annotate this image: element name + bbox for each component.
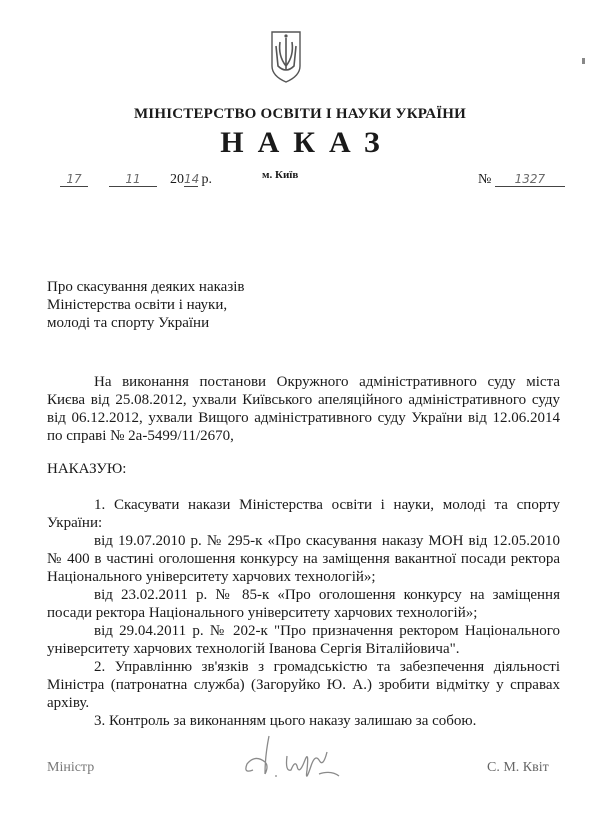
signature-position: Міністр: [47, 760, 95, 775]
date-year-prefix: 20: [170, 172, 184, 187]
document-subject: [47, 278, 245, 332]
order-item-1: 1. Скасувати накази Міністерства освіти і науки, молоді та спорту України:: [47, 497, 560, 531]
ministry-name: МІНІСТЕРСТВО ОСВІТИ І НАУКИ УКРАЇНИ: [133, 106, 467, 122]
document-date: [60, 172, 212, 188]
city: м. Київ: [262, 169, 299, 181]
number-label: №: [478, 172, 492, 187]
order-items: [47, 496, 560, 730]
preamble: [47, 373, 560, 445]
preamble-text: На виконання постанови Окружного адміністративного суду міста Києва від 25.08.2012, ухвали Київського апеляційного адміністративного суду від 06.12.2012, ухвали Вищого адміністративного суду України від 12.06.2014 по справі № 2а-5499/11/2670,: [47, 374, 560, 444]
document-number: [478, 172, 565, 188]
document-title: НАКАЗ: [220, 126, 394, 159]
date-day: 17: [60, 172, 88, 187]
order-subitem-3: від 29.04.2011 р. № 202-к "Про призначення ректором Національного університету харчових технологій Іванова Сергія Віталійовича".: [47, 623, 560, 657]
order-item-3: 3. Контроль за виконанням цього наказу залишаю за собою.: [94, 713, 477, 729]
trident-emblem-icon: [266, 26, 306, 84]
date-year-unit: р.: [201, 172, 212, 187]
subject-line-3: молоді та спорту України: [47, 315, 210, 331]
scan-mark: [582, 58, 585, 64]
order-word: НАКАЗУЮ:: [47, 461, 127, 477]
signature-name: С. М. Квіт: [487, 760, 549, 775]
date-month: 11: [109, 172, 157, 187]
order-subitem-2: від 23.02.2011 р. № 85-к «Про оголошення конкурсу на заміщення посади ректора Національного університету харчових технологій»;: [47, 587, 560, 621]
subject-line-2: Міністерства освіти і науки,: [47, 297, 228, 313]
order-item-2: 2. Управлінню зв'язків з громадськістю та забезпечення діяльності Міністра (патронатна служба) (Загоруйко Ю. А.) зробити відмітку у справах архіву.: [47, 659, 560, 711]
date-year-suffix: 14: [184, 172, 200, 186]
order-subitem-1: від 19.07.2010 р. № 295-к «Про скасування наказу МОН від 12.05.2010 № 400 в частині оголошення конкурсу на заміщення вакантної посади ректора Національного університету харчових технологій»;: [47, 533, 560, 585]
handwritten-signature-icon: [235, 730, 355, 790]
subject-line-1: Про скасування деяких наказів: [47, 279, 245, 295]
number-value: 1327: [495, 172, 565, 187]
